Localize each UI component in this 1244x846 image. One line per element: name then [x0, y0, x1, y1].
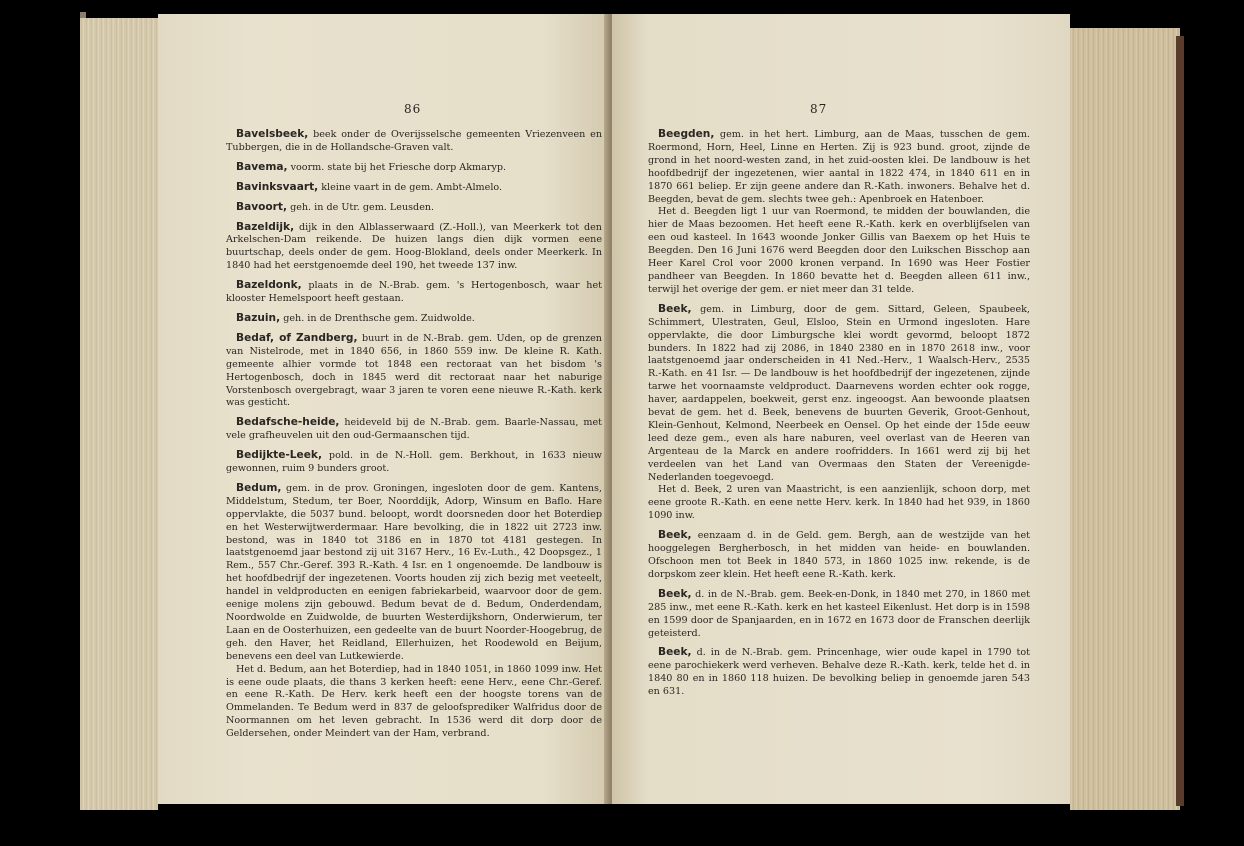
entry-headword: Bedafsche-heide,	[236, 416, 340, 429]
entry-body: eenzaam d. in de Geld. gem. Bergh, aan de westzijde van het hooggelegen Bergherbosch, in het midden van heide- en bouwlanden. Ofschoon men tot Beek in 1840 573, in 1860 1025 inw. rekende, is de dorpskom zeer klein. Het heeft eene R.-Kath. kerk.	[648, 530, 1030, 580]
entry-body: kleine vaart in de gem. Ambt-Almelo.	[321, 181, 503, 193]
entry-body: geh. in de Utr. gem. Leusden.	[290, 201, 435, 213]
entry-headword: Bedijkte-Leek,	[236, 449, 322, 462]
dictionary-entry	[226, 128, 602, 155]
entry-headword: Beek,	[658, 646, 692, 659]
right-page	[612, 14, 1070, 804]
dictionary-entry	[226, 181, 602, 195]
right-page-text	[648, 128, 1030, 705]
entry-headword: Beek,	[658, 302, 692, 315]
dictionary-entry	[226, 416, 602, 443]
entry-paragraph: Het d. Beegden ligt 1 uur van Roermond, te midden der bouwlanden, die hier de Maas bezoomen. Het heeft eene R.-Kath. kerk en overblijfselen van een oud kasteel. In 1643 woonde Jonker Gillis van Baexem op het Huis te Beegden. Den 16 Juni 1676 werd Beegden door den Luikschen Bisschop aan Heer Karel Crol voor 2000 kronen verpand. In 1690 was Heer Fostier pandheer van Beegden. In 1860 bevatte het d. Beegden alleen 611 inw., terwijl het overige der gem. er niet meer dan 31 telde.	[648, 206, 1030, 295]
dictionary-entry	[226, 449, 602, 476]
entry-headword: Beegden,	[658, 128, 715, 140]
left-page-text	[226, 128, 602, 747]
dictionary-entry	[226, 279, 602, 306]
entry-headword: Bazeldijk,	[236, 220, 295, 233]
right-page-stack	[1070, 28, 1180, 810]
entry-body: buurt in de N.-Brab. gem. Uden, op de grenzen van Nistelrode, met in 1840 656, in 1860 559 inw. De kleine R. Kath. gemeente alhier vormde tot 1848 een rectoraat van het bisdom 's Hertogenbosch, doch in 1845 werd dit rectoraat naar het naburige Vorstenbosch overgebragt, waar 3 jaren te voren eene nieuwe R.-Kath. kerk was gesticht.	[226, 332, 602, 409]
entry-body: plaats in de N.-Brab. gem. 's Hertogenbosch, waar het klooster Hemelspoort heeft gestaan.	[226, 280, 602, 305]
dictionary-entry	[226, 312, 602, 326]
dictionary-entry	[226, 482, 602, 741]
entry-headword: Bazuin,	[236, 311, 281, 324]
dictionary-entry	[226, 221, 602, 274]
entry-body: dijk in den Alblasserwaard (Z.-Holl.), van Meerkerk tot den Arkelschen-Dam reikende. De huizen langs dien dijk vormen eene buurtschap, deels onder de gem. Hoog-Blokland, deels onder Meerkerk. In 1840 had het eerstgenoemde deel 190, het tweede 137 inw.	[226, 221, 602, 272]
dictionary-entry	[226, 332, 602, 410]
dictionary-entry	[648, 529, 1030, 582]
entry-body: d. in de N.-Brab. gem. Princenhage, wier oude kapel in 1790 tot eene parochiekerk werd verheven. Behalve deze R.-Kath. kerk, telde het d. in 1840 80 en in 1860 118 huizen. De bevolking beliep in genoemde jaren 543 en 631.	[648, 647, 1030, 698]
entry-headword: Beek,	[658, 587, 692, 600]
dictionary-entry	[226, 161, 602, 175]
left-page	[158, 14, 610, 804]
entry-paragraph: Het d. Beek, 2 uren van Maastricht, is een aanzienlijk, schoon dorp, met eene groote R.-Kath. en eene nette Herv. kerk. In 1840 had het 939, in 1860 1090 inw.	[648, 484, 1030, 522]
left-page-stack	[80, 18, 158, 810]
entry-headword: Bavema,	[236, 160, 288, 173]
page-number: 86	[404, 102, 422, 116]
entry-body: gem. in het hert. Limburg, aan de Maas, tusschen de gem. Roermond, Horn, Heel, Linne en Herten. Zij is 923 bund. groot, zijnde de grond in het noord-westen zand, in het zuid-oosten klei. De landbouw is het hoofdbedrijf der ingezetenen, wier aantal in 1822 474, in 1840 611 en in 1870 661 beliep. Er zijn geene andere dan R.-Kath. inwoners. Behalve het d. Beegden, bevat de gem. slechts twee geh.: Apenbroek en Hatenboer.	[648, 129, 1030, 205]
page-number: 87	[810, 102, 828, 116]
entry-headword: Bazeldonk,	[236, 279, 302, 292]
entry-headword: Bedum,	[236, 481, 282, 494]
entry-body: geh. in de Drenthsche gem. Zuidwolde.	[283, 312, 475, 324]
entry-headword: Bavoort,	[236, 200, 287, 213]
entry-paragraph: Het d. Bedum, aan het Boterdiep, had in 1840 1051, in 1860 1099 inw. Het is eene oude plaats, die thans 3 kerken heeft: eene Herv., eene Chr.-Geref. en eene R.-Kath. De Herv. kerk heeft een der hoogste torens van de Ommelanden. Te Bedum werd in 837 de geloofsprediker Walfridus door de Noormannen om het leven gebracht. In 1536 werd dit dorp door de Geldersehen, onder Meindert van der Ham, verbrand.	[226, 663, 602, 740]
entry-body: d. in de N.-Brab. gem. Beek-en-Donk, in 1840 met 270, in 1860 met 285 inw., met eene R.-Kath. kerk en het kasteel Eikenlust. Het dorp is in 1598 en 1599 door de Spanjaarden, en in 1672 en 1673 door de Franschen deerlijk geteisterd.	[648, 588, 1030, 639]
dictionary-entry	[648, 303, 1030, 523]
entry-body: voorm. state bij het Friesche dorp Akmaryp.	[290, 161, 507, 173]
entry-headword: Bavelsbeek,	[236, 128, 309, 140]
entry-body: beek onder de Overijsselsche gemeenten Vriezenveen en Tubbergen, die in de Hollandsche-Graven valt.	[226, 129, 602, 153]
entry-body: pold. in de N.-Holl. gem. Berkhout, in 1633 nieuw gewonnen, ruim 9 bunders groot.	[226, 450, 602, 475]
dictionary-entry	[648, 128, 1030, 297]
entry-body: heideveld bij de N.-Brab. gem. Baarle-Nassau, met vele grafheuvelen uit den oud-Germaanschen tijd.	[226, 417, 602, 442]
entry-headword: Bavinksvaart,	[236, 180, 319, 193]
dictionary-entry	[648, 646, 1030, 699]
entry-body: gem. in de prov. Groningen, ingesloten door de gem. Kantens, Middelstum, Stedum, ter Boer, Noorddijk, Adorp, Winsum en Baflo. Hare oppervlakte, die 5037 bund. beloopt, wordt doorsneden door het Boterdiep en het Westerwijtwerdermaar. Hare bevolking, die in 1822 uit 2723 inw. bestond, was in 1840 tot 3186 en in 1870 tot 4181 gestegen. In laatstgenoemd jaar bestond zij uit 3167 Herv., 16 Ev.-Luth., 42 Doopsgez., 1 Rem., 557 Chr.-Geref. 393 R.-Kath. 4 Isr. en 1 ongenoemde. De landbouw is het hoofdbedrijf der ingezetenen. Voorts houden zij zich bezig met veeteelt, handel in veldproducten en eenigen fabriekarbeid, waarvoor door de gem. eenige molens zijn gebouwd. Bedum bevat de d. Bedum, Onderdendam, Noordwolde en Zuidwolde, de buurten Westerdijkshorn, Onderwierum, ter Laan en de Oosterhuizen, een gedeelte van de buurt Noorder-Hoogebrug, de geh. den Haver, het Reidland, Ellerhuizen, het Roodewold en Beijum, benevens een deel van Lutkewierde.	[226, 482, 602, 662]
dictionary-entry	[648, 588, 1030, 641]
entry-headword: Beek,	[658, 529, 692, 542]
book-spine	[1176, 36, 1184, 806]
dictionary-entry	[226, 201, 602, 215]
entry-headword: Bedaf, of Zandberg,	[236, 331, 358, 344]
entry-body: gem. in Limburg, door de gem. Sittard, Geleen, Spaubeek, Schimmert, Ulestraten, Geul, Elsloo, Stein en Urmond ingesloten. Hare oppervlakte, die door Limburgsche klei wordt gevormd, beloopt 1872 bunders. In 1822 had zij 2086, in 1840 2380 en in 1870 2618 inw., voor laatstgenoemd jaar onderscheiden in 41 Ned.-Herv., 1 Waalsch-Herv., 2535 R.-Kath. en 41 Isr. — De landbouw is het hoofdbedrijf der ingezetenen, zijnde tarwe het voornaamste veldproduct. Daarnevens worden echter ook rogge, haver, aardappelen, boekweit, gerst enz. ingeoogst. Aan bewoonde plaatsen bevat de gem. het d. Beek, benevens de buurten Geverik, Groot-Genhout, Klein-Genhout, Kelmond, Neerbeek en Oensel. Op het einde der 15de eeuw leed deze gem., even als hare naburen, veel overlast van de Heeren van Argenteau de la Marck en andere roofridders. In 1661 werd zij bij het verdeelen van het Land van Overmaas den Staten der Vereenigde-Nederlanden toegevoegd.	[648, 303, 1030, 483]
